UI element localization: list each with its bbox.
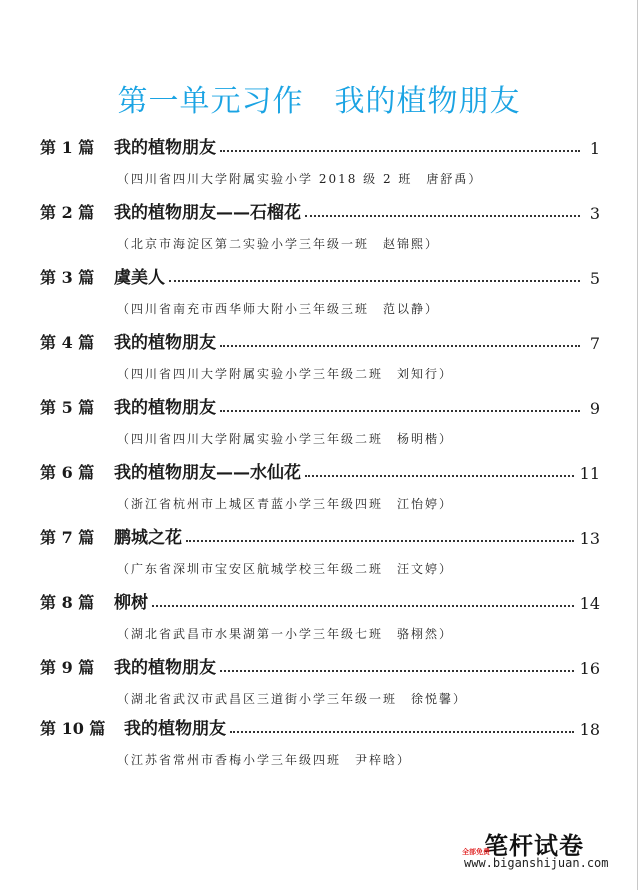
entry-number: 第 1 篇 [40, 138, 95, 157]
entry-number: 第 6 篇 [40, 463, 95, 482]
entry-author: （浙江省杭州市上城区青蓝小学三年级四班 江怡婷） [117, 497, 454, 511]
dot-leader [230, 730, 574, 733]
dot-leader [220, 344, 580, 347]
entry-author: （广东省深圳市宝安区航城学校三年级二班 汪文婷） [117, 562, 454, 576]
watermark-brand: 笔杆试卷 [484, 832, 584, 860]
entry-title[interactable]: 我的植物朋友——石榴花 [114, 203, 301, 223]
entry-title[interactable]: 我的植物朋友 [114, 398, 216, 418]
entry-title[interactable]: 我的植物朋友 [114, 333, 216, 353]
dot-leader [186, 539, 574, 542]
dot-leader [305, 214, 580, 217]
entry-title[interactable]: 我的植物朋友 [114, 658, 216, 678]
entry-title[interactable]: 我的植物朋友 [114, 138, 216, 158]
entry-page: 5 [589, 269, 600, 288]
watermark-logo[interactable] [462, 826, 622, 876]
entry-number: 第 5 篇 [40, 398, 95, 417]
entry-author: （湖北省武昌市水果湖第一小学三年级七班 骆栩然） [117, 627, 454, 641]
entry-author: （四川省四川大学附属实验小学三年级二班 杨明楷） [117, 432, 454, 446]
entry-number: 第 4 篇 [40, 333, 95, 352]
entry-title[interactable]: 我的植物朋友 [124, 719, 226, 739]
entry-number: 第 8 篇 [40, 593, 95, 612]
entry-title[interactable]: 柳树 [114, 593, 148, 613]
entry-page: 9 [589, 399, 600, 418]
entry-page: 3 [589, 204, 600, 223]
entry-number: 第 10 篇 [40, 719, 106, 738]
dot-leader [220, 149, 580, 152]
watermark-url[interactable]: www.biganshijuan.com [464, 856, 609, 870]
dot-leader [220, 669, 574, 672]
entry-number: 第 2 篇 [40, 203, 95, 222]
entry-author: （江苏省常州市香梅小学三年级四班 尹梓晗） [117, 753, 412, 767]
entry-page: 1 [589, 139, 600, 158]
entry-title[interactable]: 我的植物朋友——水仙花 [114, 463, 301, 483]
entry-number: 第 3 篇 [40, 268, 95, 287]
dot-leader [305, 474, 574, 477]
entry-page: 7 [589, 334, 600, 353]
dot-leader [169, 279, 580, 282]
entry-number: 第 9 篇 [40, 658, 95, 677]
dot-leader [220, 409, 580, 412]
entry-author: （四川省四川大学附属实验小学三年级二班 刘知行） [117, 367, 454, 381]
entry-author: （湖北省武汉市武昌区三道街小学三年级一班 徐悦馨） [117, 692, 468, 706]
entry-author: （四川省南充市西华师大附小三年级三班 范以静） [117, 302, 440, 316]
watermark-badge: 全部免费 [462, 848, 490, 856]
entry-page: 11 [579, 464, 600, 483]
entry-page: 13 [579, 529, 600, 548]
entry-page: 16 [579, 659, 600, 678]
entry-page: 18 [579, 720, 600, 739]
entry-number: 第 7 篇 [40, 528, 95, 547]
page-title: 第一单元习作 我的植物朋友 [117, 84, 521, 119]
entry-page: 14 [579, 594, 600, 613]
entry-author: （四川省四川大学附属实验小学 2018 级 2 班 唐舒禹） [117, 172, 483, 186]
entry-author: （北京市海淀区第二实验小学三年级一班 赵锦熙） [117, 237, 440, 251]
entry-title[interactable]: 鹏城之花 [114, 528, 182, 548]
entry-title[interactable]: 虞美人 [114, 268, 165, 288]
dot-leader [152, 604, 574, 607]
